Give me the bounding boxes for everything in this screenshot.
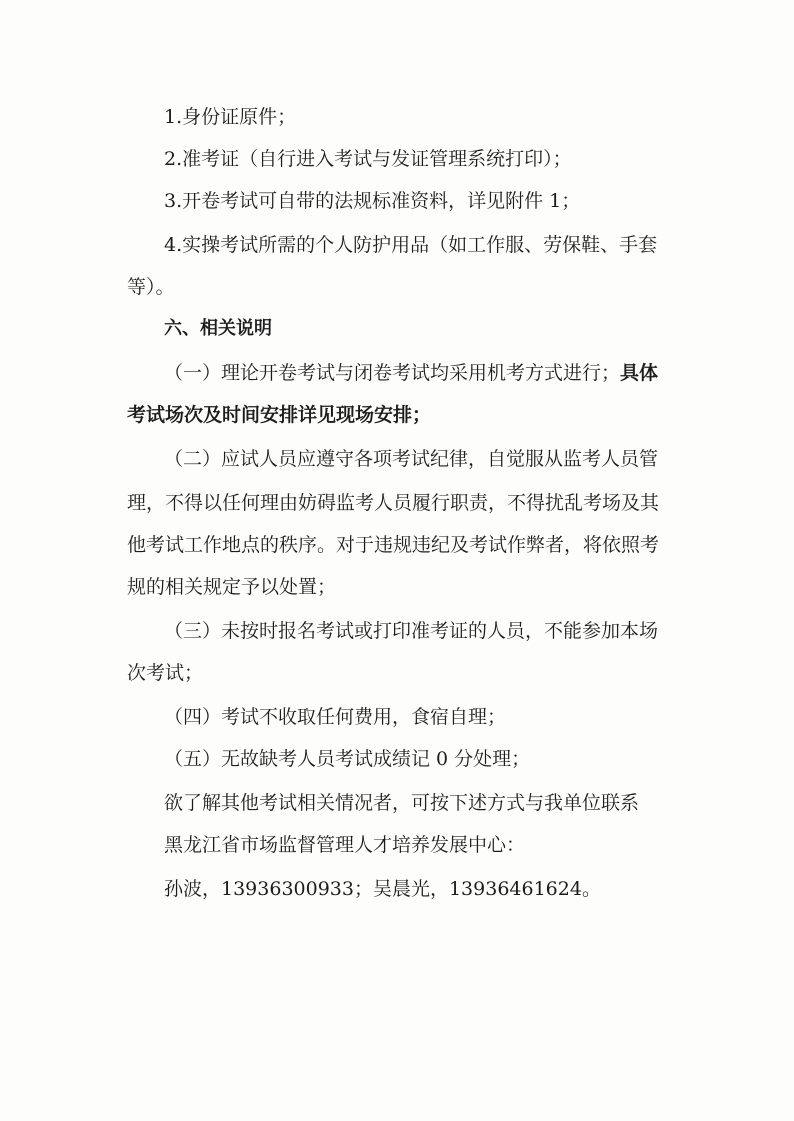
note-1-text: （一）理论开卷考试与闭卷考试均采用机考方式进行； [164, 362, 621, 384]
note-1-bold: 具体 [620, 362, 659, 384]
item-protective-gear-cont: 等）。 [127, 276, 175, 298]
note-5: （五）无故缺考人员考试成绩记 0 分处理； [164, 748, 531, 770]
item-admission-ticket: 2.准考证（自行进入考试与发证管理系统打印）； [164, 148, 572, 170]
note-1-line-1 [164, 360, 658, 386]
section-heading: 六、相关说明 [164, 318, 272, 339]
document-body [127, 0, 667, 1121]
note-2-line-3: 他考试工作地点的秩序。对于违规违纪及考试作弊者，将依照考 [127, 534, 660, 556]
note-2-line-1: （二）应试人员应遵守各项考试纪律，自觉服从监考人员管 [164, 448, 659, 470]
contact-intro: 欲了解其他考试相关情况者，可按下述方式与我单位联系 [164, 792, 640, 814]
item-protective-gear: 4.实操考试所需的个人防护用品（如工作服、劳保鞋、手套 [164, 234, 658, 256]
note-1-line-2: 考试场次及时间安排详见现场安排； [127, 404, 432, 426]
item-open-book-materials: 3.开卷考试可自带的法规标准资料，详见附件 1； [164, 190, 581, 212]
note-3-line-1: （三）未按时报名考试或打印准考证的人员，不能参加本场 [164, 620, 659, 642]
note-4: （四）考试不收取任何费用，食宿自理； [164, 706, 507, 728]
note-3-line-2: 次考试； [127, 662, 204, 684]
contact-people: 孙波，13936300933；吴晨光，13936461624。 [164, 878, 601, 900]
note-2-line-4: 规的相关规定予以处置； [127, 576, 337, 598]
contact-organization: 黑龙江省市场监督管理人才培养发展中心： [164, 834, 526, 856]
note-2-line-2: 理，不得以任何理由妨碍监考人员履行职责，不得扰乱考场及其 [127, 492, 660, 514]
item-id-card: 1.身份证原件； [164, 106, 297, 128]
